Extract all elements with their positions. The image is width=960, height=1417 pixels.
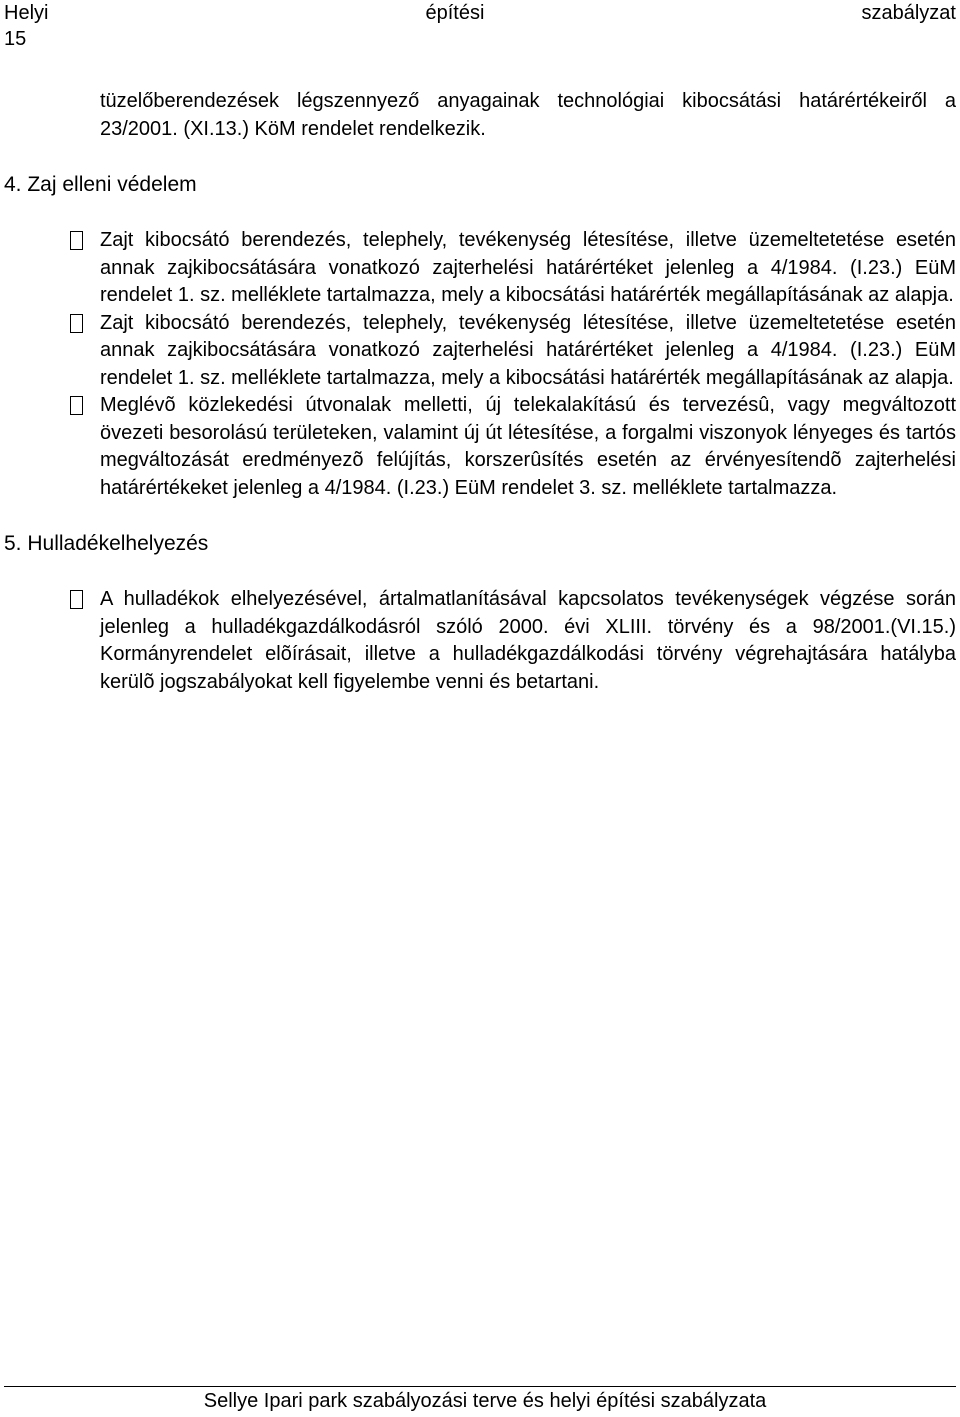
header-center: építési [425,2,485,24]
page-header [4,0,956,50]
section-heading-waste [0,530,960,558]
list-item-text: A hulladékok elhelyezésével, ártalmatlanításával kapcsolatos tevékenységek végzése során jelenleg a hulladékgazdálkodásról szóló 2000. évi XLIII. törvény és a 98/2001.(VI.15.) Kormányrendelet elõírásait, illetve a hulladékgazdálkodási törvény végrehajtására hatályba kerülõ jogszabályokat kell figyelembe venni és betartani. [100,588,956,693]
bullet-box-icon [70,314,83,333]
intro-paragraph: tüzelőberendezések légszennyező anyagainak technológiai kibocsátási határértékeiről a 23/2001. (XI.13.) KöM rendelet rendelkezik. [100,90,956,140]
header-title-row [4,0,956,26]
document-body [0,88,960,696]
page-footer [0,1386,960,1417]
list-item [100,586,956,696]
page-number: 15 [4,28,27,50]
list-item-text: Zajt kibocsátó berendezés, telephely, tevékenység létesítése, illetve üzemeltetetése esetén annak zajkibocsátására vonatkozó zajterhelési határértéket jelenleg a 4/1984. (I.23.) EüM rendelet 1. sz. melléklete tartalmazza, mely a kibocsátási határérték megállapításának az alapja. [100,311,956,389]
bullet-box-icon [70,590,83,609]
list-item [100,227,956,310]
section-title: Zaj elleni védelem [27,173,197,196]
bullet-box-icon [70,231,83,250]
section-number: 4. [4,173,22,196]
list-item [100,392,956,502]
list-item-text: Meglévõ közlekedési útvonalak melletti, új telekalakítású és tervezésû, vagy megváltozott övezeti besorolású területeken, valamint új út létesítése, a forgalmi viszonyok lényeges és tartós megváltozását eredményezõ felújítás, korszerûsítés esetén az érvényesítendõ zajterhelési határértékeket jelenleg a 4/1984. (I.23.) EüM rendelet 3. sz. melléklete tartalmazza. [100,394,956,499]
list-item [100,310,956,393]
section-title: Hulladékelhelyezés [27,532,209,555]
header-left: Helyi [4,2,49,24]
section-number: 5. [4,532,22,555]
list-item-text: Zajt kibocsátó berendezés, telephely, tevékenység létesítése, illetve üzemeltetetése esetén annak zajkibocsátására vonatkozó zajterhelési határértéket jelenleg a 4/1984. (I.23.) EüM rendelet 1. sz. melléklete tartalmazza, mely a kibocsátási határérték megállapításának az alapja. [100,229,956,306]
footer-text: Sellye Ipari park szabályozási terve és helyi építési szabályzata [203,1390,767,1412]
section-heading-noise [0,171,960,199]
bullet-box-icon [70,396,83,415]
header-right: szabályzat [861,2,956,24]
